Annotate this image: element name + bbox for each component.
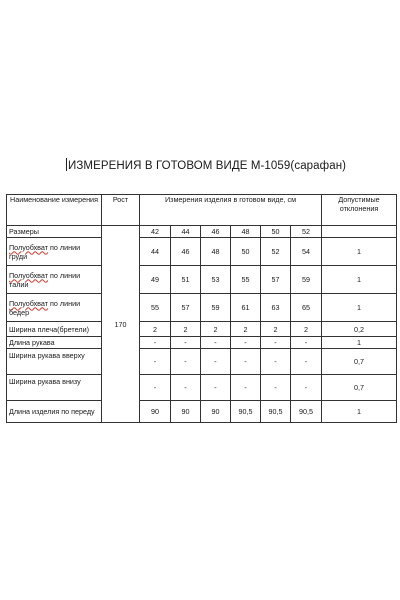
document-title-text: ИЗМЕРЕНИЯ В ГОТОВОМ ВИДЕ М-1059(сарафан) bbox=[68, 160, 347, 172]
value-cell: 55 bbox=[140, 294, 171, 322]
value-cell: 44 bbox=[140, 238, 171, 266]
table-row bbox=[7, 349, 397, 375]
value-cell: - bbox=[261, 337, 291, 349]
value-cell: - bbox=[231, 375, 261, 401]
value-cell: - bbox=[231, 349, 261, 375]
table-row bbox=[7, 322, 397, 337]
size-cell: 46 bbox=[201, 226, 231, 238]
value-cell: - bbox=[261, 375, 291, 401]
deviation-cell: 1 bbox=[322, 238, 397, 266]
value-cell: - bbox=[261, 349, 291, 375]
value-cell: 59 bbox=[201, 294, 231, 322]
value-cell: 46 bbox=[171, 238, 201, 266]
table-row bbox=[7, 375, 397, 401]
value-cell: - bbox=[140, 349, 171, 375]
size-cell: 48 bbox=[231, 226, 261, 238]
row-label-text: по линии груди bbox=[9, 242, 81, 261]
size-cell: 44 bbox=[171, 226, 201, 238]
value-cell: - bbox=[171, 337, 201, 349]
row-label-cell: Ширина рукава вверху bbox=[7, 349, 102, 375]
deviation-cell: 0,2 bbox=[322, 322, 397, 337]
size-cell: 50 bbox=[261, 226, 291, 238]
sizes-row bbox=[7, 226, 397, 238]
measurements-table bbox=[6, 194, 397, 423]
text-cursor bbox=[66, 158, 67, 171]
deviation-cell: 1 bbox=[322, 337, 397, 349]
deviation-cell: 1 bbox=[322, 401, 397, 423]
row-label-cell bbox=[7, 294, 102, 322]
size-cell: 42 bbox=[140, 226, 171, 238]
value-cell: 48 bbox=[201, 238, 231, 266]
value-cell: - bbox=[140, 375, 171, 401]
table-row bbox=[7, 337, 397, 349]
value-cell: 61 bbox=[231, 294, 261, 322]
value-cell: 57 bbox=[171, 294, 201, 322]
row-label-prefix: Полуобхват bbox=[9, 242, 49, 252]
value-cell: - bbox=[140, 337, 171, 349]
value-cell: - bbox=[291, 349, 322, 375]
row-label-text: по линии бедер bbox=[9, 298, 81, 317]
document-title bbox=[66, 158, 346, 172]
value-cell: - bbox=[291, 337, 322, 349]
table-row bbox=[7, 294, 397, 322]
value-cell: 2 bbox=[171, 322, 201, 337]
row-label-cell: Длина изделия по переду bbox=[7, 401, 102, 423]
value-cell: 90 bbox=[140, 401, 171, 423]
row-label-cell: Ширина рукава внизу bbox=[7, 375, 102, 401]
header-deviation-cell: Допустимые отклонения bbox=[322, 195, 397, 226]
value-cell: 2 bbox=[140, 322, 171, 337]
value-cell: 90 bbox=[201, 401, 231, 423]
size-cell: 52 bbox=[291, 226, 322, 238]
value-cell: 52 bbox=[261, 238, 291, 266]
row-label-text: по линии талии bbox=[9, 270, 81, 289]
value-cell: - bbox=[291, 375, 322, 401]
deviation-cell: 0,7 bbox=[322, 349, 397, 375]
row-label-prefix: Полуобхват bbox=[9, 298, 49, 308]
value-cell: 53 bbox=[201, 266, 231, 294]
value-cell: 49 bbox=[140, 266, 171, 294]
value-cell: 65 bbox=[291, 294, 322, 322]
value-cell: - bbox=[201, 337, 231, 349]
deviation-cell: 1 bbox=[322, 294, 397, 322]
value-cell: 51 bbox=[171, 266, 201, 294]
value-cell: 50 bbox=[231, 238, 261, 266]
value-cell: 90,5 bbox=[261, 401, 291, 423]
header-height-cell: Рост bbox=[102, 195, 140, 226]
value-cell: 59 bbox=[291, 266, 322, 294]
table-row bbox=[7, 401, 397, 423]
value-cell: 57 bbox=[261, 266, 291, 294]
value-cell: 90,5 bbox=[231, 401, 261, 423]
row-label-cell bbox=[7, 266, 102, 294]
header-measure-cell: Измерения изделия в готовом виде, см bbox=[140, 195, 322, 226]
row-label-cell: Ширина плеча(бретели) bbox=[7, 322, 102, 337]
row-label-cell bbox=[7, 238, 102, 266]
value-cell: - bbox=[171, 375, 201, 401]
value-cell: 54 bbox=[291, 238, 322, 266]
header-row bbox=[7, 195, 397, 226]
sizes-deviation-cell bbox=[322, 226, 397, 238]
row-label-cell: Длина рукава bbox=[7, 337, 102, 349]
header-name-cell: Наименование измерения bbox=[7, 195, 102, 226]
table-row bbox=[7, 266, 397, 294]
value-cell: 55 bbox=[231, 266, 261, 294]
row-label-prefix: Полуобхват bbox=[9, 270, 49, 280]
value-cell: 90 bbox=[171, 401, 201, 423]
value-cell: 2 bbox=[291, 322, 322, 337]
value-cell: 2 bbox=[261, 322, 291, 337]
deviation-cell: 1 bbox=[322, 266, 397, 294]
value-cell: 63 bbox=[261, 294, 291, 322]
value-cell: 2 bbox=[201, 322, 231, 337]
height-value-cell: 170 bbox=[102, 226, 140, 423]
value-cell: 90,5 bbox=[291, 401, 322, 423]
value-cell: 2 bbox=[231, 322, 261, 337]
deviation-cell: 0,7 bbox=[322, 375, 397, 401]
value-cell: - bbox=[201, 349, 231, 375]
value-cell: - bbox=[201, 375, 231, 401]
table-row bbox=[7, 238, 397, 266]
sizes-label-cell: Размеры bbox=[7, 226, 102, 238]
value-cell: - bbox=[231, 337, 261, 349]
value-cell: - bbox=[171, 349, 201, 375]
